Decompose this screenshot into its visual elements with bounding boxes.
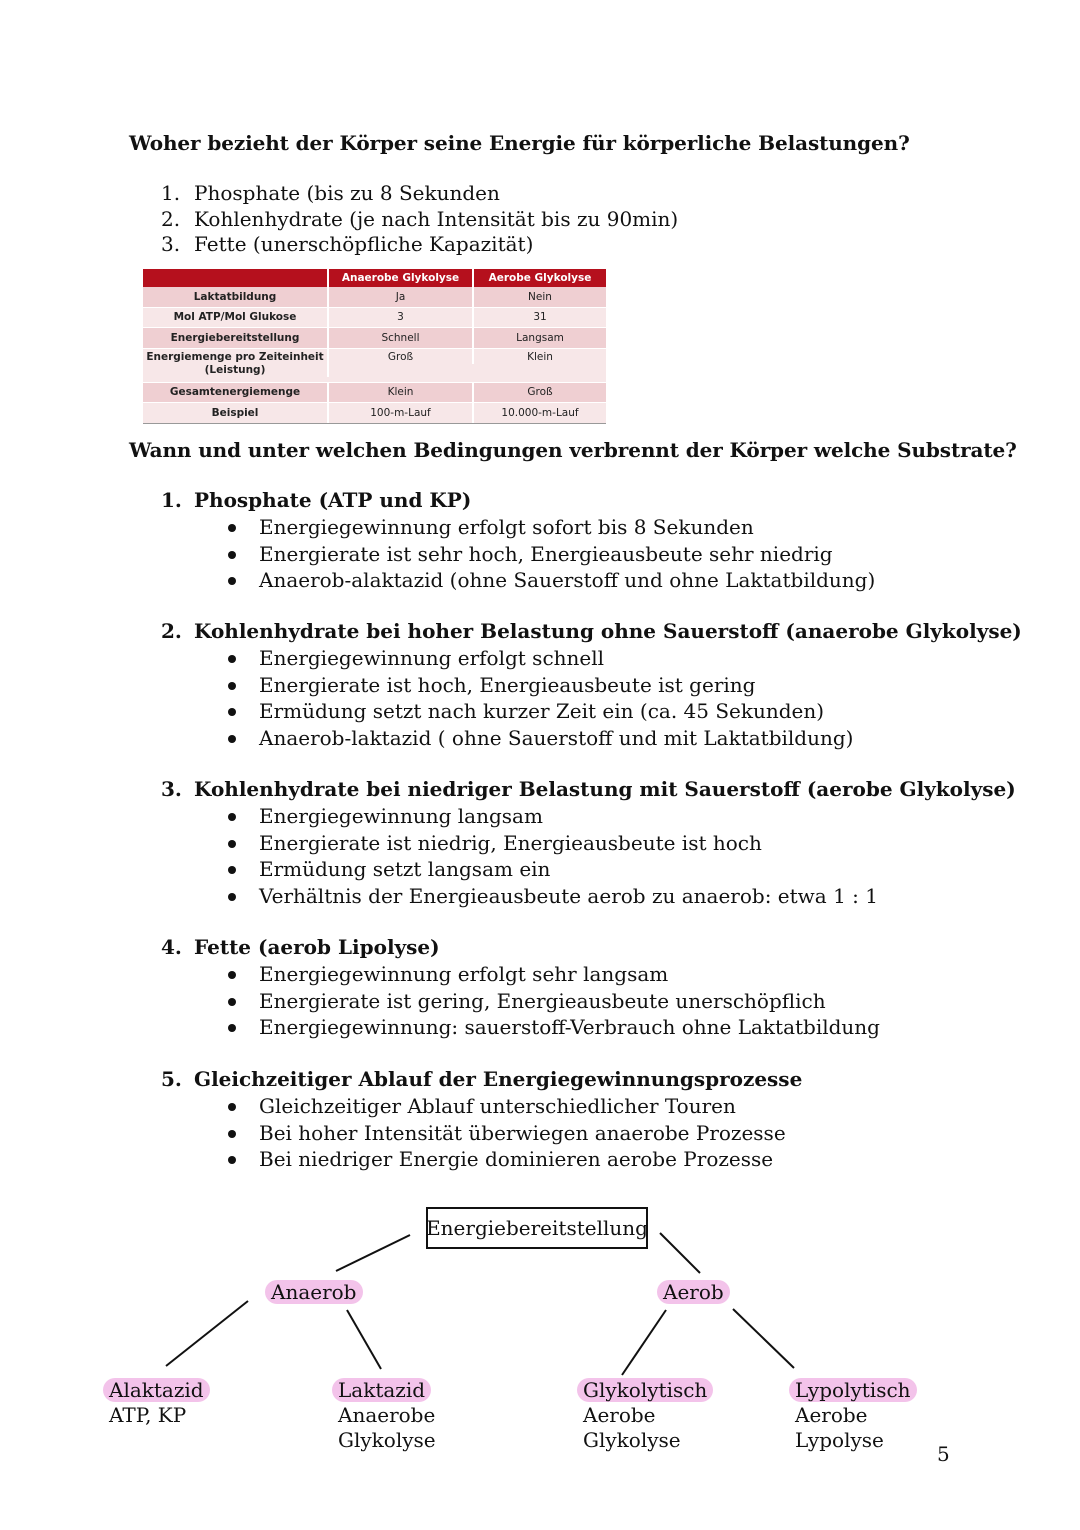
section-title: 5. Gleichzeitiger Ablauf der Energiegewinnungsprozesse bbox=[161, 1067, 803, 1091]
table-header-cell: Anaerobe Glykolyse bbox=[329, 269, 474, 287]
list-item: Energiegewinnung: sauerstoff-Verbrauch ohne Laktatbildung bbox=[161, 1014, 880, 1041]
heading-substrates: Wann und unter welchen Bedingungen verbrennt der Körper welche Substrate? bbox=[129, 438, 1017, 462]
list-item: Energiegewinnung erfolgt schnell bbox=[161, 645, 1022, 672]
table-row: Energiemenge pro Zeiteinheit (Leistung) Groß Klein bbox=[143, 349, 606, 383]
list-item: Ermüdung setzt langsam ein bbox=[161, 856, 1016, 883]
connector-anaerob-alaktazid bbox=[166, 1301, 248, 1366]
diagram-node-glykolytisch: Glykolytisch Aerobe Glykolyse bbox=[577, 1378, 713, 1453]
diagram-node-anaerob: Anaerob bbox=[265, 1280, 363, 1305]
table-row: Gesamtenergiemenge Klein Groß bbox=[143, 383, 606, 404]
list-item: Anaerob-laktazid ( ohne Sauerstoff und mit Laktatbildung) bbox=[161, 725, 1022, 752]
diagram-root-node: Energiebereitstellung bbox=[426, 1207, 648, 1249]
list-item: Energierate ist niedrig, Energieausbeute ist hoch bbox=[161, 830, 1016, 857]
list-item: Ermüdung setzt nach kurzer Zeit ein (ca. 45 Sekunden) bbox=[161, 698, 1022, 725]
section-title: 3. Kohlenhydrate bei niedriger Belastung mit Sauerstoff (aerobe Glykolyse) bbox=[161, 777, 1016, 801]
list-item: Energierate ist hoch, Energieausbeute ist gering bbox=[161, 672, 1022, 699]
table-row: Laktatbildung Ja Nein bbox=[143, 287, 606, 308]
list-item: 3. Fette (unerschöpfliche Kapazität) bbox=[161, 232, 534, 256]
list-item: Bei hoher Intensität überwiegen anaerobe Prozesse bbox=[161, 1120, 802, 1147]
list-item: Gleichzeitiger Ablauf unterschiedlicher Touren bbox=[161, 1093, 802, 1120]
connector-aerob-glykolytisch bbox=[622, 1310, 666, 1375]
table-row: Mol ATP/Mol Glukose 3 31 bbox=[143, 308, 606, 329]
section-title: 2. Kohlenhydrate bei hoher Belastung ohne Sauerstoff (anaerobe Glykolyse) bbox=[161, 619, 1022, 643]
connector-aerob-lypolytisch bbox=[733, 1309, 794, 1368]
list-item: Verhältnis der Energieausbeute aerob zu anaerob: etwa 1 : 1 bbox=[161, 883, 1016, 910]
connector-anaerob-laktazid bbox=[347, 1310, 381, 1369]
connector-root-aerob bbox=[660, 1233, 700, 1273]
list-item: 1. Phosphate (bis zu 8 Sekunden bbox=[161, 181, 500, 205]
diagram-node-aerob: Aerob bbox=[657, 1280, 730, 1305]
table-header-cell: Aerobe Glykolyse bbox=[488, 272, 592, 284]
section-title: 1. Phosphate (ATP und KP) bbox=[161, 488, 472, 512]
table-row: Energiebereitstellung Schnell Langsam bbox=[143, 328, 606, 349]
list-item: Energiegewinnung langsam bbox=[161, 803, 1016, 830]
diagram-node-lypolytisch: Lypolytisch Aerobe Lypolyse bbox=[789, 1378, 917, 1453]
list-item: Energiegewinnung erfolgt sehr langsam bbox=[161, 961, 880, 988]
page-number: 5 bbox=[937, 1442, 950, 1466]
list-item: 2. Kohlenhydrate (je nach Intensität bis zu 90min) bbox=[161, 206, 679, 231]
list-item: Bei niedriger Energie dominieren aerobe Prozesse bbox=[161, 1146, 802, 1173]
list-item: Energiegewinnung erfolgt sofort bis 8 Sekunden bbox=[161, 514, 875, 541]
list-item: Anaerob-alaktazid (ohne Sauerstoff und ohne Laktatbildung) bbox=[161, 567, 875, 594]
table-row: Beispiel 100-m-Lauf 10.000-m-Lauf bbox=[143, 403, 606, 424]
list-item: Energierate ist sehr hoch, Energieausbeute sehr niedrig bbox=[161, 541, 875, 568]
diagram-node-laktazid: Laktazid Anaerobe Glykolyse bbox=[332, 1378, 436, 1453]
list-item: Energierate ist gering, Energieausbeute unerschöpflich bbox=[161, 988, 880, 1015]
section-title: 4. Fette (aerob Lipolyse) bbox=[161, 935, 440, 959]
heading-energy-sources: Woher bezieht der Körper seine Energie für körperliche Belastungen? bbox=[129, 131, 910, 155]
connector-root-anaerob bbox=[336, 1235, 410, 1271]
diagram-node-alaktazid: Alaktazid ATP, KP bbox=[103, 1378, 210, 1428]
